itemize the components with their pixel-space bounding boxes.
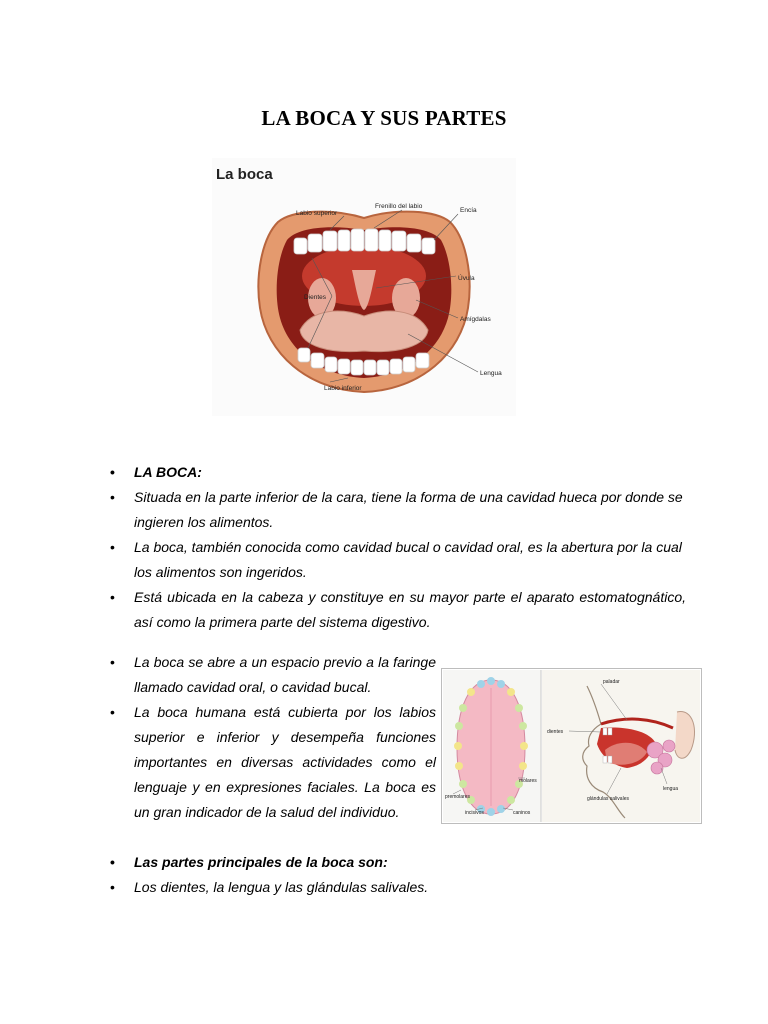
mouth-diagram — [212, 158, 516, 416]
label-glandulas: glándulas salivales — [587, 796, 629, 802]
label-uvula: Úvula — [458, 275, 475, 282]
tongue-shape — [300, 311, 428, 352]
bullet-list-parts — [106, 850, 686, 900]
teeth-and-profile-diagram — [441, 668, 702, 824]
list-item: • La boca, también conocida como cavidad bucal o cavidad oral, es la abertura por la cual los alimentos son ingeridos. — [106, 535, 686, 585]
label-lengua-side: lengua — [663, 786, 679, 792]
list-item: • LA BOCA: — [106, 460, 686, 485]
label-frenillo: Frenillo del labio — [375, 203, 423, 210]
list-item: • Situada en la parte inferior de la cara, tiene la forma de una cavidad hueca por donde se ingieren los alimentos. — [106, 485, 686, 535]
label-premolares: premolares — [445, 794, 471, 800]
bullet-list-description — [106, 650, 436, 825]
page-title: LA BOCA Y SUS PARTES — [261, 106, 507, 131]
label-paladar: paladar — [603, 679, 620, 685]
label-molares: molares — [519, 778, 537, 784]
label-labio-inferior: Labio inferior — [324, 385, 362, 392]
list-item: • Está ubicada en la cabeza y constituye en su mayor parte el aparato estomatognático, así como la primera parte del sistema digestivo. — [106, 585, 686, 635]
label-encia: Encía — [460, 207, 477, 214]
list-item: • La boca humana está cubierta por los labios superior e inferior y desempeña funciones importantes en diversas actividades como el lenguaje y en expresiones faciales. La boca es un gran indicador de la salud del individuo. — [106, 700, 436, 825]
list-item: • Las partes principales de la boca son: — [106, 850, 686, 875]
label-lengua: Lengua — [480, 370, 502, 377]
label-caninos: caninos — [513, 810, 531, 816]
bullet-list-intro — [106, 460, 686, 635]
label-dientes-side: dientes — [547, 729, 564, 735]
label-amigdalas: Amígdalas — [460, 316, 491, 323]
label-incisivos: incisivos — [465, 810, 484, 816]
label-dientes: Dientes — [304, 294, 327, 301]
list-item: • Los dientes, la lengua y las glándulas salivales. — [106, 875, 686, 900]
list-item: • La boca se abre a un espacio previo a la faringe llamado cavidad oral, o cavidad bucal. — [106, 650, 436, 700]
figure1-heading: La boca — [216, 166, 273, 183]
label-labio-superior: Labio superior — [296, 210, 338, 217]
